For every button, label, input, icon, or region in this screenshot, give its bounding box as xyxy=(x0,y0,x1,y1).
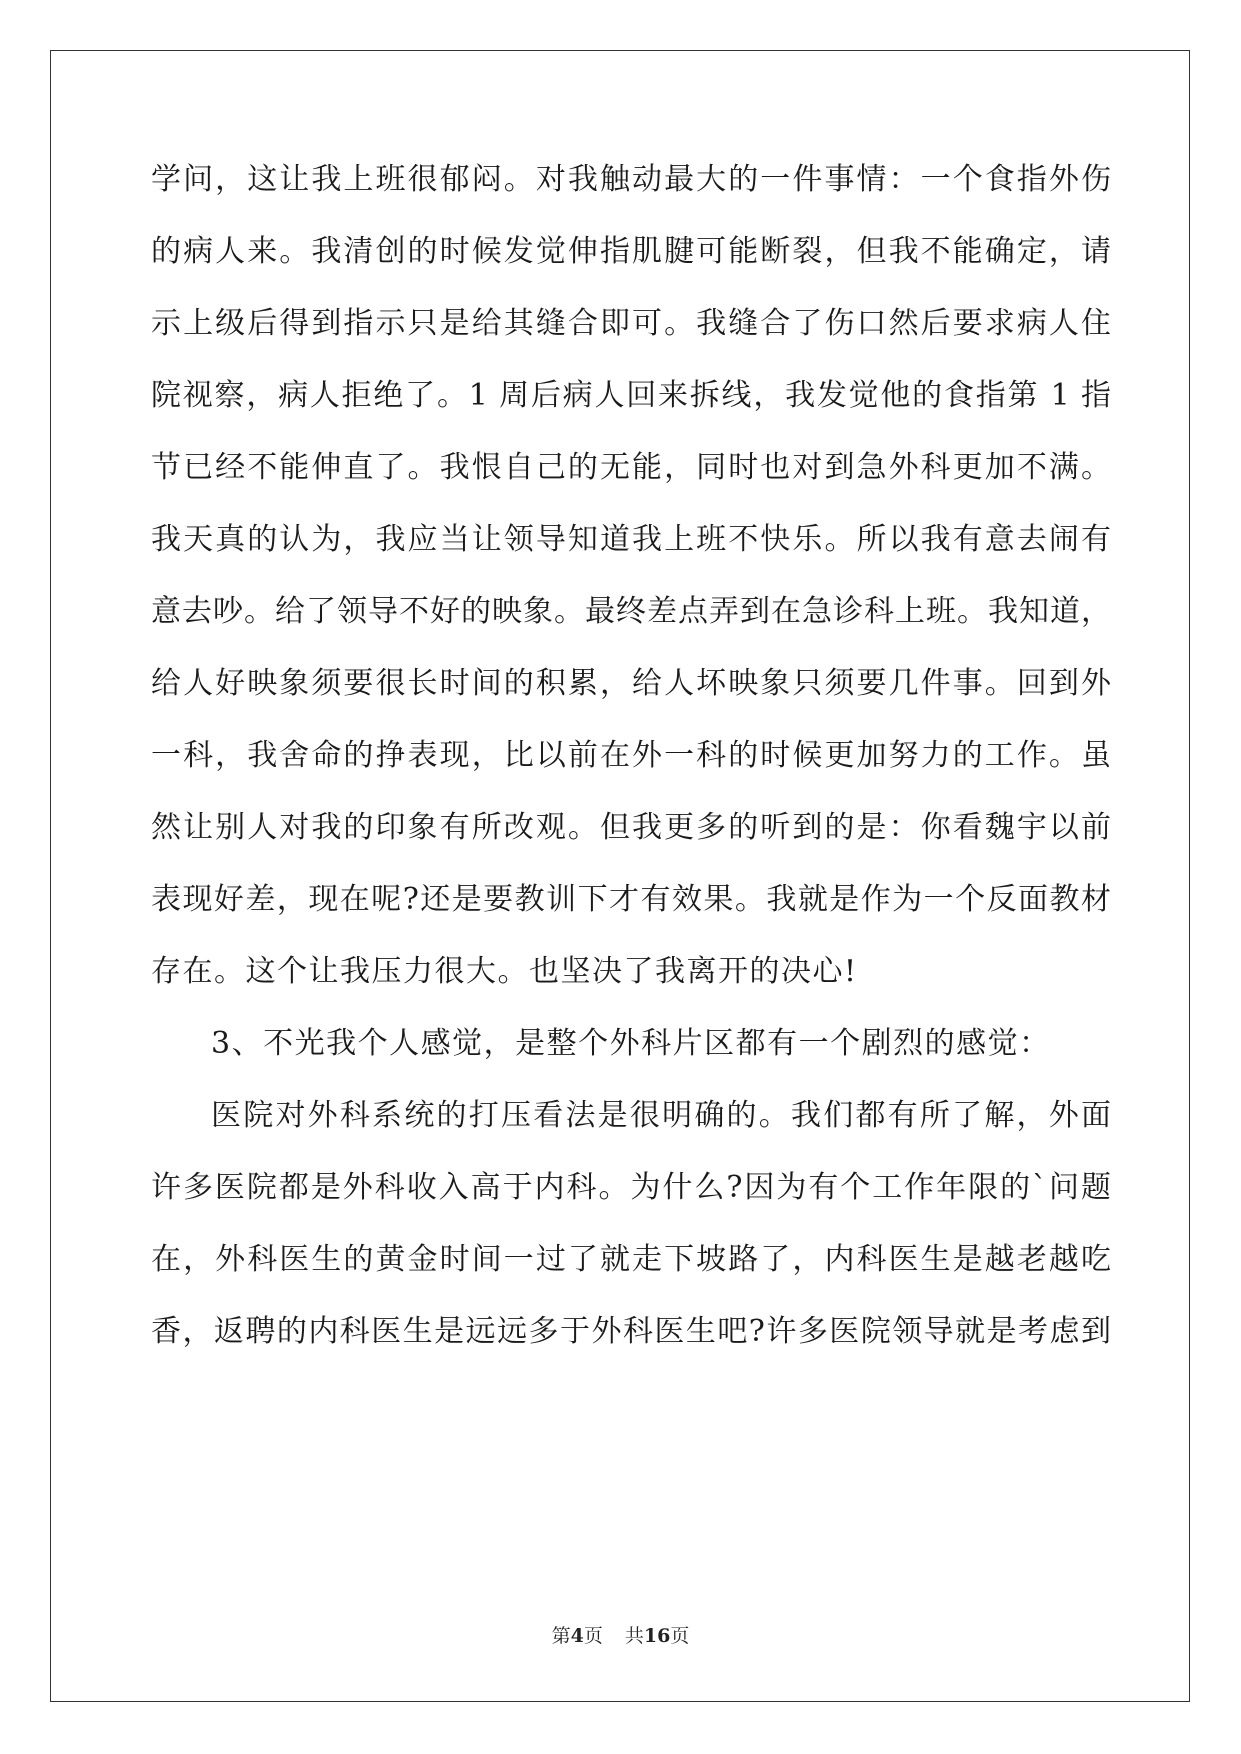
text-line: 香，返聘的内科医生是远远多于外科医生吧?许多医院领导就是考虑到 xyxy=(151,1314,1111,1349)
paragraph-first-line: 医院对外科系统的打压看法是很明确的。我们都有所了解，外面 xyxy=(211,1098,1111,1133)
total-suffix: 页 xyxy=(670,1625,690,1647)
page-prefix: 第 xyxy=(551,1625,571,1647)
text-line: 我天真的认为，我应当让领导知道我上班不快乐。所以我有意去闹有 xyxy=(151,522,1111,557)
page-footer xyxy=(0,1624,1241,1648)
text-line: 示上级后得到指示只是给其缝合即可。我缝合了伤口然后要求病人住 xyxy=(151,306,1111,341)
section-heading: 3、不光我个人感觉，是整个外科片区都有一个剧烈的感觉： xyxy=(211,1026,1051,1061)
text-line: 在，外科医生的黄金时间一过了就走下坡路了，内科医生是越老越吃 xyxy=(151,1242,1111,1277)
text-line: 节已经不能伸直了。我恨自己的无能，同时也对到急外科更加不满。 xyxy=(151,450,1111,485)
page-number: 4 xyxy=(570,1625,584,1647)
page-border xyxy=(50,50,1190,1702)
total-prefix: 共 xyxy=(624,1625,644,1647)
text-line: 许多医院都是外科收入高于内科。为什么?因为有个工作年限的`问题 xyxy=(151,1170,1111,1205)
text-line: 的病人来。我清创的时候发觉伸指肌腱可能断裂，但我不能确定，请 xyxy=(151,234,1111,269)
page-suffix: 页 xyxy=(583,1625,603,1647)
text-line: 意去吵。给了领导不好的映象。最终差点弄到在急诊科上班。我知道， xyxy=(151,594,1111,629)
text-line: 表现好差，现在呢?还是要教训下才有效果。我就是作为一个反面教材 xyxy=(151,882,1111,917)
text-line: 然让别人对我的印象有所改观。但我更多的听到的是：你看魏宇以前 xyxy=(151,810,1111,845)
text-line: 存在。这个让我压力很大。也坚决了我离开的决心! xyxy=(151,954,858,989)
total-pages: 16 xyxy=(643,1625,671,1647)
text-line: 给人好映象须要很长时间的积累，给人坏映象只须要几件事。回到外 xyxy=(151,666,1111,701)
text-line: 学问，这让我上班很郁闷。对我触动最大的一件事情：一个食指外伤 xyxy=(151,162,1111,197)
text-line: 院视察，病人拒绝了。1 周后病人回来拆线，我发觉他的食指第 1 指 xyxy=(151,378,1111,413)
text-line: 一科，我舍命的挣表现，比以前在外一科的时候更加努力的工作。虽 xyxy=(151,738,1111,773)
